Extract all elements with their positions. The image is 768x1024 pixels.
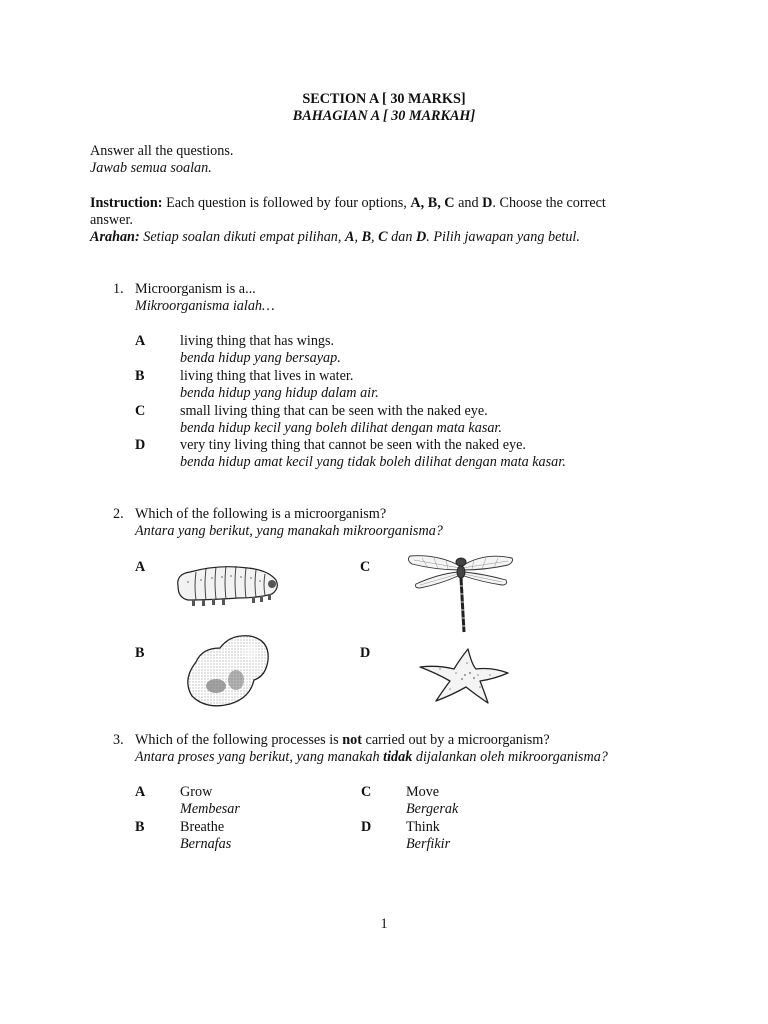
q3-option-d-letter: D — [361, 819, 372, 835]
q1-option-d-letter: D — [135, 437, 146, 453]
q3-question-ms-part2: dijalankan oleh mikroorganisma? — [412, 749, 608, 765]
instruction-b-ms: B — [361, 229, 372, 245]
q3-option-d-en: Think — [406, 819, 440, 835]
q1-question-en: Microorganism is a... — [135, 281, 256, 297]
q1-question-ms: Mikroorganisma ialah… — [135, 298, 275, 314]
comma-1: , — [354, 229, 362, 245]
comma-2: , — [371, 229, 379, 245]
caterpillar-image — [168, 556, 286, 616]
q3-option-b-letter: B — [135, 819, 145, 835]
q2-question-ms: Antara yang berikut, yang manakah mikroorganisma? — [135, 523, 443, 539]
q3-options — [135, 784, 635, 854]
instruction-text-ms: Setiap soalan dikuti empat pilihan, — [139, 229, 345, 245]
q3-option-b-en: Breathe — [180, 819, 225, 835]
q1-option-c-ms: benda hidup kecil yang boleh dilihat dengan mata kasar. — [180, 420, 502, 436]
q2-number: 2. — [113, 506, 124, 522]
q1-number: 1. — [113, 281, 124, 297]
q3-option-b-ms: Bernafas — [180, 836, 232, 852]
instruction-label-en: Instruction: — [90, 195, 163, 211]
q2-option-a-letter: A — [135, 559, 146, 575]
instruction-dan-ms: dan — [387, 229, 416, 245]
dragonfly-image — [398, 550, 518, 636]
microorganism-cell-image — [180, 630, 275, 708]
starfish-image — [418, 645, 510, 705]
q3-option-a-letter: A — [135, 784, 146, 800]
q1-options — [135, 333, 735, 473]
q3-option-c-letter: C — [361, 784, 372, 800]
q1-option-d-en: very tiny living thing that cannot be seen with the naked eye. — [180, 437, 526, 453]
instruction-c-ms: C — [378, 229, 388, 245]
q3-option-a-ms: Membesar — [180, 801, 240, 817]
q1-option-c-letter: C — [135, 403, 146, 419]
q1-option-b-ms: benda hidup yang hidup dalam air. — [180, 385, 379, 401]
instruction-label-ms: Arahan: — [90, 229, 140, 245]
q3-question-en-bold: not — [342, 732, 362, 748]
q1-option-b-en: living thing that lives in water. — [180, 368, 354, 384]
answer-all-ms: Jawab semua soalan. — [90, 160, 212, 176]
q3-option-d-ms: Berfikir — [406, 836, 451, 852]
q3-question-en-part2: carried out by a microorganism? — [361, 732, 550, 748]
page-number: 1 — [380, 916, 388, 932]
q3-option-c-ms: Bergerak — [406, 801, 459, 817]
q3-option-c-en: Move — [406, 784, 440, 800]
q1-option-c-en: small living thing that can be seen with the naked eye. — [180, 403, 488, 419]
q3-option-a-en: Grow — [180, 784, 213, 800]
q3-question-ms-part1: Antara proses yang berikut, yang manakah — [135, 749, 384, 765]
instruction-and-en: and — [454, 195, 483, 211]
q3-number: 3. — [113, 732, 124, 748]
instruction-text2-ms: . Pilih jawapan yang betul. — [426, 229, 580, 245]
instruction-a-ms: A — [345, 229, 355, 245]
instruction-text-en: Each question is followed by four options, — [162, 195, 411, 211]
q2-option-b-letter: B — [135, 645, 145, 661]
answer-all-en: Answer all the questions. — [90, 143, 234, 159]
q2-option-c-letter: C — [360, 559, 371, 575]
instruction-line2-en: answer. — [90, 212, 133, 228]
q1-option-d-ms: benda hidup amat kecil yang tidak boleh dilihat dengan mata kasar. — [180, 454, 566, 470]
section-title-en: SECTION A [ 30 MARKS] — [302, 91, 466, 107]
q3-question-en — [135, 732, 550, 749]
section-title-ms: BAHAGIAN A [ 30 MARKAH] — [292, 108, 476, 124]
q2-option-d-letter: D — [360, 645, 371, 661]
instruction-abc-en: A, B, C — [410, 195, 455, 211]
q2-question-en: Which of the following is a microorganism? — [135, 506, 387, 522]
instruction-d-ms: D — [415, 229, 427, 245]
q1-option-a-ms: benda hidup yang bersayap. — [180, 350, 341, 366]
q3-question-ms — [135, 749, 608, 766]
instruction-en — [90, 195, 606, 212]
q3-question-en-part1: Which of the following processes is — [135, 732, 343, 748]
instruction-d-en: D — [482, 195, 493, 211]
q1-option-b-letter: B — [135, 368, 145, 384]
q1-option-a-en: living thing that has wings. — [180, 333, 335, 349]
instruction-text2-en: . Choose the correct — [492, 195, 606, 211]
q3-question-ms-bold: tidak — [383, 749, 413, 765]
instruction-ms — [90, 229, 580, 246]
q1-option-a-letter: A — [135, 333, 146, 349]
